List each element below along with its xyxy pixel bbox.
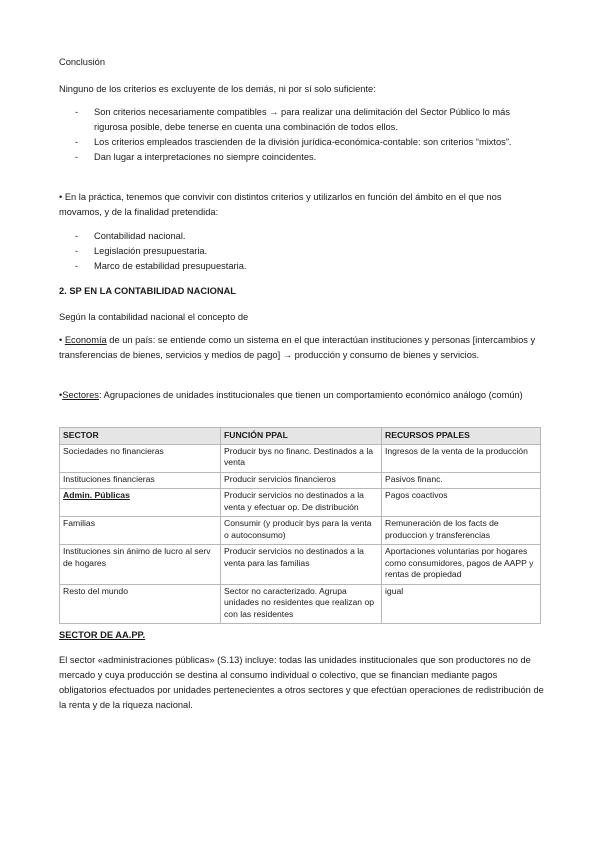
list-item: - Los criterios empleados trascienden de la división jurídica-económica-contable: son criterios “mixtos”. [75,135,545,150]
dash-marker: - [75,137,79,147]
header-sector: SECTOR [60,428,221,445]
list-item: - Legislación presupuestaria. [75,244,545,259]
table-row [60,489,541,517]
table-row [60,545,541,585]
table-header-row [60,428,541,445]
list-item: - Contabilidad nacional. [75,229,545,244]
practice-paragraph: • En la práctica, tenemos que convivir con distintos criterios y utilizarlos en función del ámbito en el que nos movamos, y de la finalidad pretendida: [59,192,502,217]
economia-term: Economía [64,335,107,345]
table-cell: Producir servicios no destinados a la venta y efectuar op. De distribución [221,489,382,517]
sectores-term: Sectores [62,390,99,400]
table-cell: Resto del mundo [60,584,221,624]
list-item: - Son criterios necesariamente compatibles → para realizar una delimitación del Sector Público lo más rigurosa posible, debe tenerse en cuenta una combinación de todos ellos. [75,107,510,132]
dash-marker: - [75,152,79,162]
header-recursos: RECURSOS PPALES [382,428,541,445]
table-cell: Producir servicios no destinados a la venta para las familias [221,545,382,585]
table-cell: Consumir (y producir bys para la venta o autoconsumo) [221,517,382,545]
table-cell: Admin. Públicas [60,489,221,517]
dash-marker: - [75,107,79,117]
conclusion-intro: Ninguno de los criterios es excluyente de los demás, ni por sí solo suficiente: [59,84,376,94]
dash-marker: - [75,261,79,271]
table-cell: Producir bys no financ. Destinados a la venta [221,444,382,472]
practice-list [75,229,545,274]
table-cell: Instituciones sin ánimo de lucro al serv de hogares [60,545,221,585]
table-cell: Pagos coactivos [382,489,541,517]
table-cell: Ingresos de la venta de la producción [382,444,541,472]
table-cell: Familias [60,517,221,545]
aapp-paragraph: El sector «administraciones públicas» (S.13) incluye: todas las unidades institucionales que son productores no de mercado y cuya producción se destina al consumo individual o colectivo, que se financian mediante pagos obligatorios efectuados por unidades pertenecientes a otros sectores y que efectúan operaciones de redistribución de la renta y de la riqueza nacional. [59,655,544,710]
list-item: - Dan lugar a interpretaciones no siempre coincidentes. [75,150,545,165]
table-cell: Sector no caracterizado. Agrupa unidades no residentes que realizan op con las residentes [221,584,382,624]
section2-intro: Según la contabilidad nacional el concepto de [59,312,249,322]
economia-paragraph: • Economía de un país: se entiende como un sistema en el que interactúan instituciones y personas [intercambios y transferencias de bienes, servicios y medios de pago] → producción y consumo de bienes y servicios. [59,335,536,360]
dash-marker: - [75,246,79,256]
table-cell: igual [382,584,541,624]
table-row [60,584,541,624]
conclusion-heading: Conclusión [59,57,105,67]
table-row [60,472,541,489]
table-cell: Remuneración de los facts de produccion y transferencias [382,517,541,545]
header-funcion: FUNCIÓN PPAL [221,428,382,445]
table-cell: Sociedades no financieras [60,444,221,472]
table-cell: Instituciones financieras [60,472,221,489]
dash-marker: - [75,231,79,241]
table-row [60,517,541,545]
sectores-paragraph: •Sectores: Agrupaciones de unidades institucionales que tienen un comportamiento económico análogo (común) [59,390,523,400]
table-cell: Aportaciones voluntarias por hogares como consumidores, pagos de AAPP y rentas de propiedad [382,545,541,585]
sectors-table [59,427,541,624]
table-cell: Pasivos financ. [382,472,541,489]
aapp-heading: SECTOR DE AA.PP. [59,630,146,640]
section2-heading: 2. SP EN LA CONTABILIDAD NACIONAL [59,286,236,296]
table-row [60,444,541,472]
list-item: - Marco de estabilidad presupuestaria. [75,259,545,274]
conclusion-list [75,105,545,165]
table-cell: Producir servicios financieros [221,472,382,489]
